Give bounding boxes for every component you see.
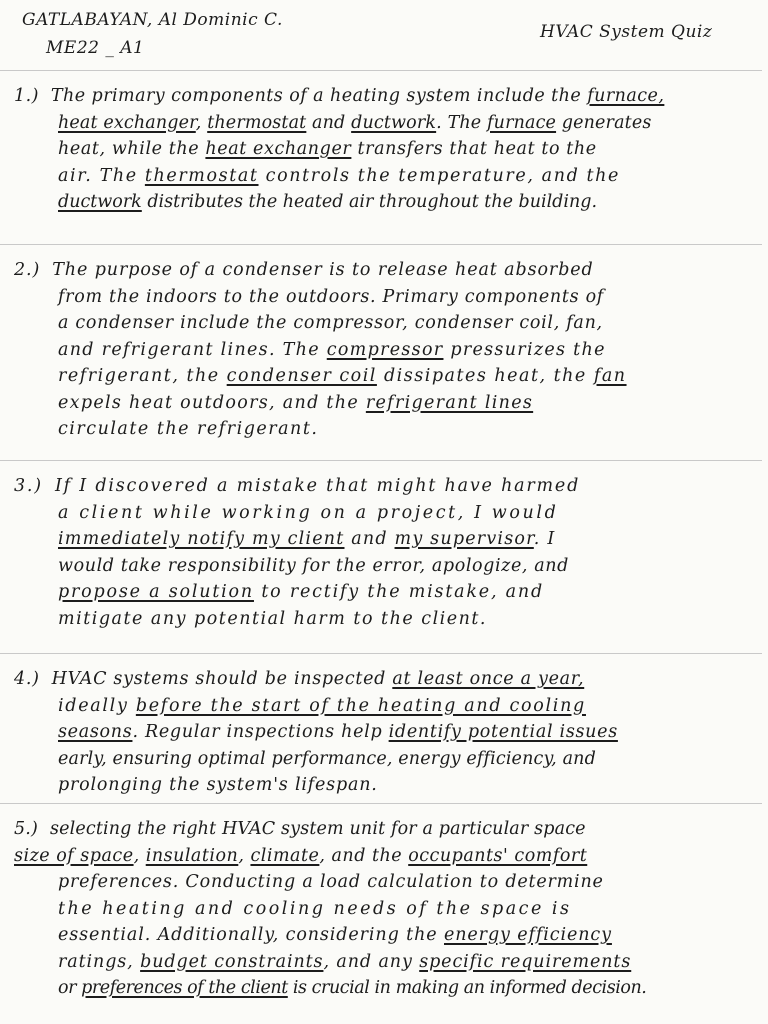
page-header bbox=[8, 8, 754, 70]
text: and refrigerant lines. The bbox=[58, 339, 327, 360]
text: or bbox=[58, 978, 82, 998]
text: The purpose of a condenser is to release heat absorbed bbox=[52, 260, 594, 280]
answer-5-line-3 bbox=[14, 869, 754, 896]
underlined-text: before the start of the heating and cooling bbox=[135, 695, 586, 716]
answer-2-line-7 bbox=[14, 416, 754, 443]
quiz-title: HVAC System Quiz bbox=[540, 22, 713, 42]
answer-1-line-1 bbox=[14, 83, 754, 110]
text: circulate the refrigerant. bbox=[58, 419, 319, 439]
answer-2-line-5 bbox=[14, 363, 754, 390]
text: early, ensuring optimal performance, energy efficiency, and bbox=[58, 748, 596, 769]
underlined-text: budget constraints bbox=[140, 951, 324, 972]
answer-4 bbox=[8, 654, 754, 803]
answer-1-line-2 bbox=[14, 110, 754, 137]
text: pressurizes the bbox=[443, 339, 606, 360]
answer-4-number: 4.) bbox=[14, 669, 40, 689]
text: ratings, bbox=[58, 951, 141, 972]
text: controls the temperature, and the bbox=[258, 165, 621, 186]
text: from the indoors to the outdoors. Primary components of bbox=[58, 286, 604, 307]
answer-5-line-2 bbox=[14, 843, 754, 870]
text: would take responsibility for the error, apologize, and bbox=[58, 555, 569, 576]
text: the heating and cooling needs of the space is bbox=[58, 898, 572, 919]
text: air. The bbox=[58, 165, 145, 186]
underlined-text: at least once a year, bbox=[392, 669, 585, 689]
answer-3-line-1 bbox=[14, 473, 754, 500]
underlined-text: thermostat bbox=[207, 112, 307, 133]
underlined-text: furnace bbox=[487, 112, 557, 133]
underlined-text: propose a solution bbox=[58, 582, 254, 602]
answer-2 bbox=[8, 245, 754, 460]
text: generates bbox=[556, 112, 652, 133]
text: ideally bbox=[58, 695, 136, 716]
answer-5-line-7 bbox=[14, 975, 754, 1002]
underlined-text: insulation bbox=[145, 845, 239, 866]
underlined-text: energy efficiency bbox=[444, 925, 612, 945]
answer-5-line-1 bbox=[14, 816, 754, 843]
text: . I bbox=[533, 529, 556, 549]
underlined-text: occupants' comfort bbox=[408, 845, 588, 866]
text: heat, while the bbox=[58, 139, 206, 159]
text: The primary components of a heating system include the bbox=[50, 86, 588, 106]
underlined-text: heat exchanger bbox=[58, 112, 196, 133]
underlined-text: thermostat bbox=[144, 165, 259, 186]
answer-3-number: 3.) bbox=[14, 476, 43, 496]
underlined-text: ductwork bbox=[351, 112, 437, 133]
underlined-text: heat exchanger bbox=[205, 139, 352, 159]
text: expels heat outdoors, and the bbox=[58, 392, 366, 413]
answer-5-line-5 bbox=[14, 922, 754, 949]
text: HVAC systems should be inspected bbox=[51, 669, 393, 689]
answer-2-number: 2.) bbox=[14, 260, 41, 280]
answer-5-line-6 bbox=[14, 949, 754, 976]
underlined-text: compressor bbox=[326, 339, 444, 360]
text: mitigate any potential harm to the client. bbox=[58, 608, 487, 629]
answer-2-line-6 bbox=[14, 390, 754, 417]
text: If I discovered a mistake that might have harmed bbox=[54, 476, 581, 496]
answer-1-line-3 bbox=[14, 136, 754, 163]
answer-3 bbox=[8, 461, 754, 653]
text: a condenser include the compressor, condenser coil, fan, bbox=[58, 313, 603, 333]
text: . The bbox=[436, 112, 488, 133]
text: a client while working on a project, I would bbox=[58, 502, 559, 523]
underlined-text: specific requirements bbox=[419, 951, 632, 972]
answer-3-line-4 bbox=[14, 553, 754, 580]
answer-2-line-2 bbox=[14, 284, 754, 311]
answer-2-line-1 bbox=[14, 257, 754, 284]
text: is crucial in making an informed decision. bbox=[287, 978, 647, 998]
underlined-text: immediately notify my client bbox=[58, 529, 345, 549]
student-name: GATLABAYAN, Al Dominic C. bbox=[22, 10, 283, 30]
text: , bbox=[238, 845, 251, 866]
text: , and any bbox=[323, 951, 420, 972]
underlined-text: my supervisor bbox=[394, 529, 534, 549]
text: . Regular inspections help bbox=[132, 722, 389, 742]
text: distributes the heated air throughout the building. bbox=[141, 192, 598, 212]
answer-1-line-4 bbox=[14, 163, 754, 190]
answer-2-line-4 bbox=[14, 337, 754, 364]
underlined-text: condenser coil bbox=[226, 366, 377, 386]
underlined-text: furnace, bbox=[587, 86, 665, 106]
course-section: ME22 _ A1 bbox=[46, 38, 145, 58]
answer-3-line-5 bbox=[14, 579, 754, 606]
answer-3-line-2 bbox=[14, 500, 754, 527]
answer-2-line-3 bbox=[14, 310, 754, 337]
underlined-text: fan bbox=[593, 366, 627, 386]
answer-4-line-3 bbox=[14, 719, 754, 746]
answer-4-line-4 bbox=[14, 746, 754, 773]
text: prolonging the system's lifespan. bbox=[58, 775, 378, 795]
text: and bbox=[344, 529, 395, 549]
answer-5-line-4 bbox=[14, 896, 754, 923]
underlined-text: climate bbox=[250, 845, 320, 866]
answer-1-number: 1.) bbox=[14, 86, 39, 106]
text: transfers that heat to the bbox=[351, 139, 597, 159]
answer-3-line-3 bbox=[14, 526, 754, 553]
answer-4-line-1 bbox=[14, 666, 754, 693]
underlined-text: identify potential issues bbox=[388, 722, 618, 742]
underlined-text: ductwork bbox=[58, 192, 142, 212]
text: essential. Additionally, considering the bbox=[58, 925, 444, 945]
answer-1-line-5 bbox=[14, 189, 754, 216]
text: and bbox=[306, 112, 352, 133]
text: preferences. Conducting a load calculation to determine bbox=[58, 872, 604, 892]
answer-4-line-5 bbox=[14, 772, 754, 799]
text: , and the bbox=[319, 845, 409, 866]
text: selecting the right HVAC system unit for a particular space bbox=[49, 819, 586, 839]
answer-4-line-2 bbox=[14, 693, 754, 720]
text: , bbox=[195, 112, 208, 133]
answer-5-number: 5.) bbox=[14, 819, 38, 839]
answer-1 bbox=[8, 71, 754, 244]
answer-3-line-6 bbox=[14, 606, 754, 633]
answer-5 bbox=[8, 804, 754, 1014]
underlined-text: seasons bbox=[58, 722, 133, 742]
text: dissipates heat, the bbox=[376, 366, 594, 386]
underlined-text: preferences of the client bbox=[81, 978, 288, 998]
underlined-text: size of space bbox=[14, 845, 134, 866]
text: refrigerant, the bbox=[58, 366, 227, 386]
text: to rectify the mistake, and bbox=[253, 582, 544, 602]
underlined-text: refrigerant lines bbox=[365, 392, 534, 413]
text: , bbox=[133, 845, 146, 866]
